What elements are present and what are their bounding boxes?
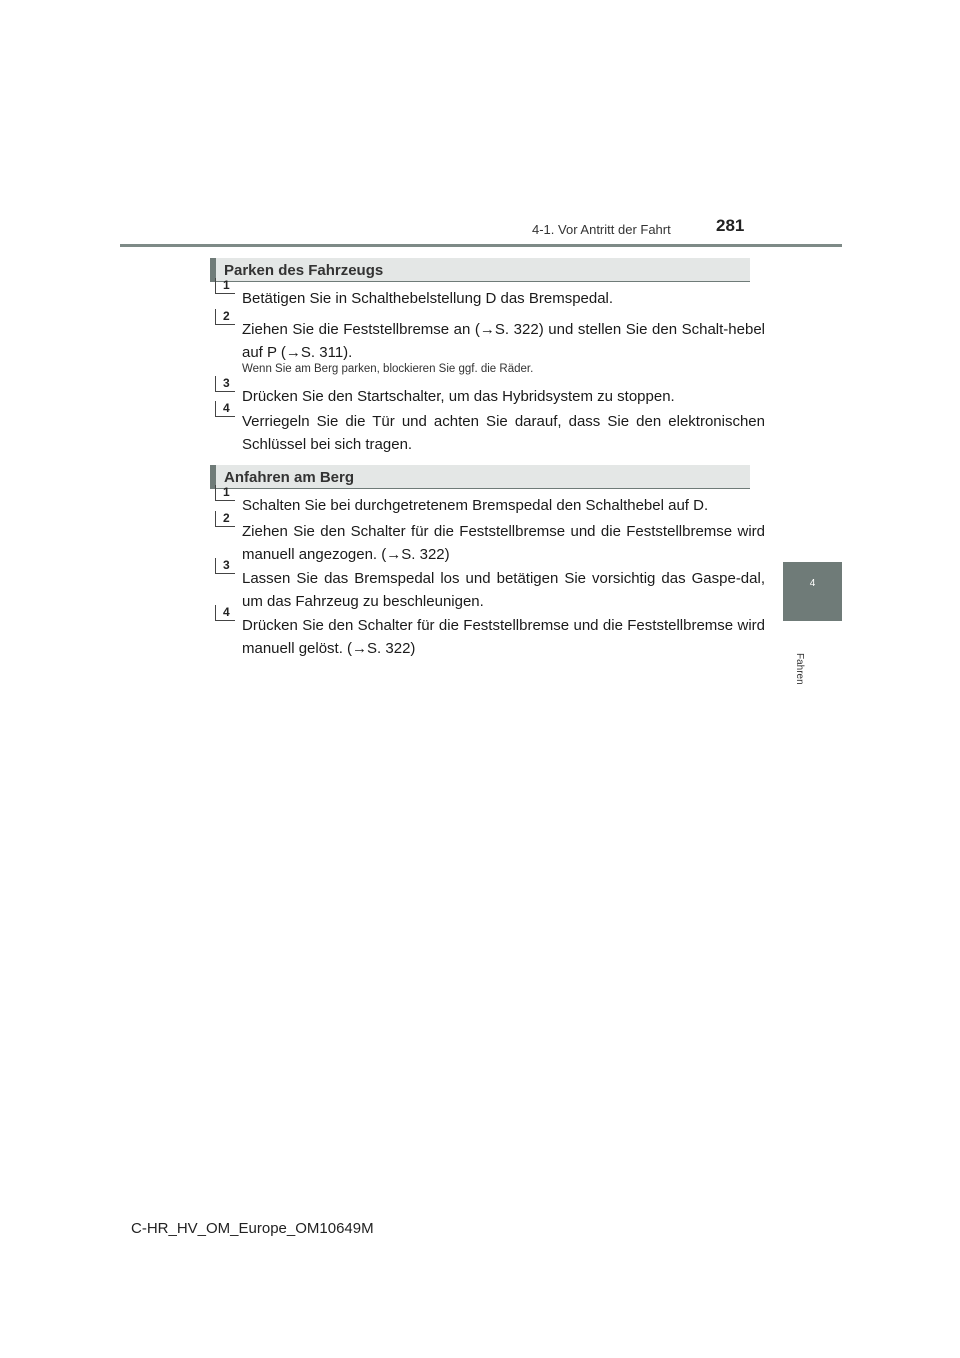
step-text: Schalten Sie bei durchgetretenem Bremspedal den Schalthebel auf D. <box>242 497 709 514</box>
chapter-label: Fahren <box>794 653 805 685</box>
hint-note: Wenn Sie am Berg parken, blockieren Sie ggf. die Räder. <box>242 363 534 375</box>
step-item <box>215 309 765 364</box>
step-item <box>215 485 765 517</box>
step-number: 4 <box>215 401 235 417</box>
section-title: Anfahren am Berg <box>224 469 355 486</box>
chapter-tab <box>783 562 842 621</box>
step-text: Ziehen Sie den Schalter für die Feststellbremse und die Feststellbremse wird manuell angezogen. (→S. 322) <box>242 523 765 563</box>
chapter-number: 4 <box>809 578 816 589</box>
section-header-parking <box>210 258 750 282</box>
running-header-section: 4-1. Vor Antritt der Fahrt <box>532 222 671 237</box>
step-text: Drücken Sie den Startschalter, um das Hybridsystem zu stoppen. <box>242 388 675 405</box>
document-footer-code: C-HR_HV_OM_Europe_OM10649M <box>131 1220 374 1237</box>
step-text: Verriegeln Sie die Tür und achten Sie darauf, dass Sie den elektronischen Schlüssel bei sich tragen. <box>242 413 765 453</box>
step-number: 1 <box>215 485 235 501</box>
step-number: 2 <box>215 511 235 527</box>
header-rule <box>120 244 842 247</box>
step-text: Lassen Sie das Bremspedal los und betätigen Sie vorsichtig das Gaspe-dal, um das Fahrzeug zu beschleunigen. <box>242 570 765 610</box>
section-header-hill-start <box>210 465 750 489</box>
step-number: 1 <box>215 278 235 294</box>
step-item <box>215 511 765 566</box>
step-item <box>215 558 765 613</box>
step-item <box>215 605 765 660</box>
step-text: Drücken Sie den Schalter für die Feststellbremse und die Feststellbremse wird manuell gelöst. (→S. 322) <box>242 617 765 657</box>
section-title: Parken des Fahrzeugs <box>224 262 384 279</box>
step-number: 4 <box>215 605 235 621</box>
step-item <box>215 376 765 408</box>
step-number: 2 <box>215 309 235 325</box>
page-number: 281 <box>716 216 745 235</box>
step-text: Betätigen Sie in Schalthebelstellung D das Bremspedal. <box>242 290 614 307</box>
step-item <box>215 401 765 456</box>
step-text: Ziehen Sie die Feststellbremse an (→S. 322) und stellen Sie den Schalt-hebel auf P (→S. 311). <box>242 321 765 361</box>
step-item <box>215 278 765 310</box>
step-number: 3 <box>215 376 235 392</box>
step-number: 3 <box>215 558 235 574</box>
